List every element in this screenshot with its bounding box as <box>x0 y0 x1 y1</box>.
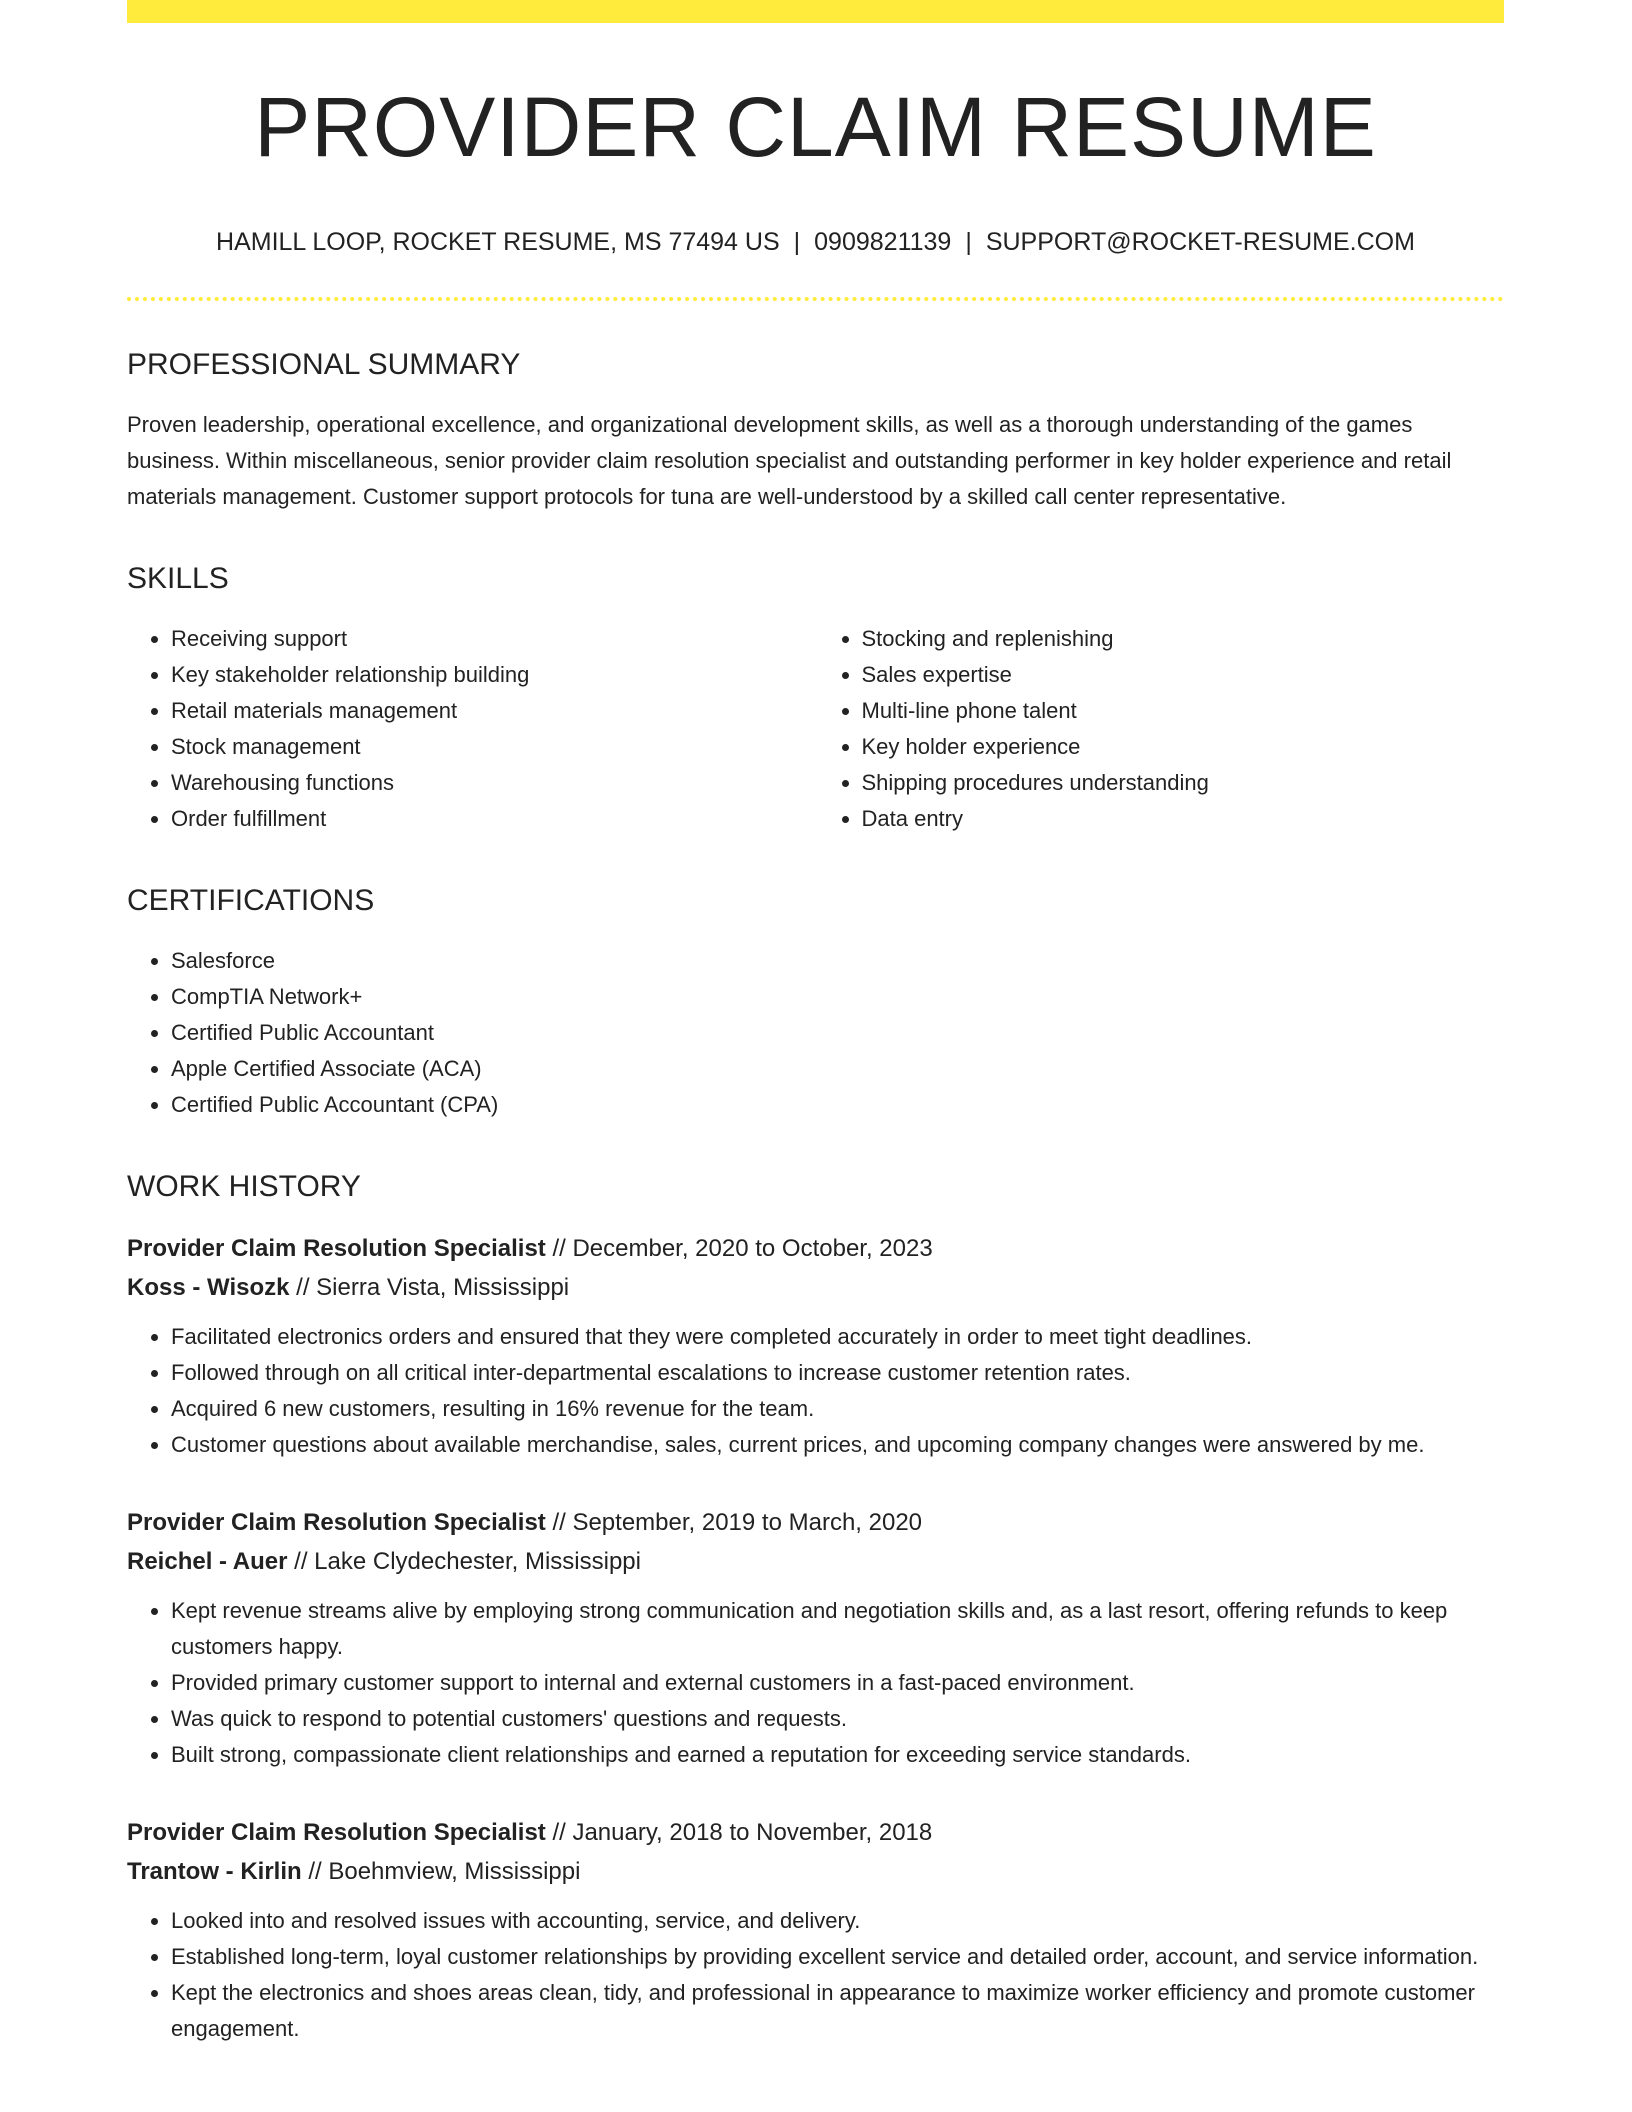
job-company: Reichel - Auer <box>127 1548 288 1576</box>
skill-item: • Receiving support <box>171 621 816 657</box>
job-location: Sierra Vista, Mississippi <box>316 1274 570 1302</box>
contact-separator: | <box>965 228 972 257</box>
certifications-section <box>127 883 1504 1123</box>
skills-heading: SKILLS <box>127 562 229 596</box>
job-location: Lake Clydechester, Mississippi <box>314 1548 641 1576</box>
skills-grid <box>127 597 1504 837</box>
skill-item: • Key holder experience <box>862 729 1505 765</box>
work-history-heading: WORK HISTORY <box>127 1170 361 1204</box>
certification-item: • Certified Public Accountant <box>171 1015 1504 1051</box>
job-dates: January, 2018 to November, 2018 <box>572 1819 933 1847</box>
skill-item: • Stock management <box>171 729 816 765</box>
dotted-divider <box>127 297 1504 301</box>
job-separator: // <box>287 1548 315 1576</box>
resume-page <box>127 0 1504 2047</box>
job-bullet: • Customer questions about available merchandise, sales, current prices, and upcoming company changes were answered by me. <box>171 1427 1504 1463</box>
certifications-heading: CERTIFICATIONS <box>127 884 375 918</box>
skill-item: • Stocking and replenishing <box>862 621 1505 657</box>
certification-item: • Certified Public Accountant (CPA) <box>171 1087 1504 1123</box>
job-bullet: • Facilitated electronics orders and ensured that they were completed accurately in order to meet tight deadlines. <box>171 1319 1504 1355</box>
skill-item: • Multi-line phone talent <box>862 693 1505 729</box>
summary-heading: PROFESSIONAL SUMMARY <box>127 348 521 382</box>
job-bullets <box>127 1319 1504 1463</box>
work-history-section <box>127 1169 1504 2047</box>
contact-separator: | <box>793 228 801 257</box>
skills-list-right <box>816 621 1505 837</box>
skill-item: • Sales expertise <box>862 657 1505 693</box>
job-company: Trantow - Kirlin <box>127 1858 302 1886</box>
job-bullet: • Acquired 6 new customers, resulting in 16% revenue for the team. <box>171 1391 1504 1427</box>
skills-section <box>127 561 1504 837</box>
job-separator: // <box>289 1274 317 1302</box>
job-separator: // <box>545 1509 573 1537</box>
job-company-line <box>127 1852 1504 1891</box>
certification-item: • CompTIA Network+ <box>171 979 1504 1015</box>
job-title: Provider Claim Resolution Specialist <box>127 1819 546 1847</box>
job-bullet: • Followed through on all critical inter-departmental escalations to increase customer retention rates. <box>171 1355 1504 1391</box>
summary-text: Proven leadership, operational excellence, and organizational development skills, as well as a thorough understanding of the games business. Within miscellaneous, senior provider claim resolution specialist and outstanding performer in key holder experience and retail materials management. Customer support protocols for tuna are well-understood by a skilled call center representative. <box>127 412 1452 510</box>
resume-title: PROVIDER CLAIM RESUME <box>254 80 1377 174</box>
top-accent-bar <box>127 0 1504 23</box>
skill-item: • Order fulfillment <box>171 801 816 837</box>
job-separator: // <box>301 1858 329 1886</box>
skills-list-left <box>127 621 816 837</box>
job-bullet: • Looked into and resolved issues with accounting, service, and delivery. <box>171 1903 1504 1939</box>
job-bullet: • Provided primary customer support to internal and external customers in a fast-paced environment. <box>171 1665 1504 1701</box>
job-title: Provider Claim Resolution Specialist <box>127 1509 546 1537</box>
skill-item: • Warehousing functions <box>171 765 816 801</box>
contact-email: SUPPORT@ROCKET-RESUME.COM <box>985 228 1415 257</box>
job-title-line <box>127 1503 1504 1542</box>
skill-item: • Key stakeholder relationship building <box>171 657 816 693</box>
job-entry <box>127 1503 1504 1773</box>
job-separator: // <box>545 1819 573 1847</box>
job-company: Koss - Wisozk <box>127 1274 290 1302</box>
skill-item: • Retail materials management <box>171 693 816 729</box>
skill-item: • Shipping procedures understanding <box>862 765 1505 801</box>
certifications-list <box>127 943 1504 1123</box>
contact-phone: 0909821139 <box>814 228 952 257</box>
job-bullet: • Kept revenue streams alive by employing strong communication and negotiation skills and, as a last resort, offering refunds to keep customers happy. <box>171 1593 1504 1665</box>
job-bullet: • Was quick to respond to potential customers' questions and requests. <box>171 1701 1504 1737</box>
job-title: Provider Claim Resolution Specialist <box>127 1235 546 1263</box>
job-title-line <box>127 1813 1504 1852</box>
job-entry <box>127 1813 1504 2047</box>
job-bullet: • Established long-term, loyal customer relationships by providing excellent service and detailed order, account, and service information. <box>171 1939 1504 1975</box>
skill-item: • Data entry <box>862 801 1505 837</box>
job-dates: September, 2019 to March, 2020 <box>572 1509 923 1537</box>
job-company-line <box>127 1542 1504 1581</box>
certification-item: • Apple Certified Associate (ACA) <box>171 1051 1504 1087</box>
professional-summary-section <box>127 347 1504 515</box>
job-entry <box>127 1229 1504 1463</box>
job-company-line <box>127 1268 1504 1307</box>
job-bullets <box>127 1903 1504 2047</box>
job-bullet: • Built strong, compassionate client relationships and earned a reputation for exceeding service standards. <box>171 1737 1504 1773</box>
certification-item: • Salesforce <box>171 943 1504 979</box>
job-title-line <box>127 1229 1504 1268</box>
contact-address: HAMILL LOOP, ROCKET RESUME, MS 77494 US <box>216 228 780 257</box>
job-bullet: • Kept the electronics and shoes areas clean, tidy, and professional in appearance to maximize worker efficiency and promote customer engagement. <box>171 1975 1504 2047</box>
job-separator: // <box>545 1235 573 1263</box>
job-bullets <box>127 1593 1504 1773</box>
contact-line <box>127 227 1504 257</box>
job-dates: December, 2020 to October, 2023 <box>572 1235 933 1263</box>
job-location: Boehmview, Mississippi <box>328 1858 581 1886</box>
